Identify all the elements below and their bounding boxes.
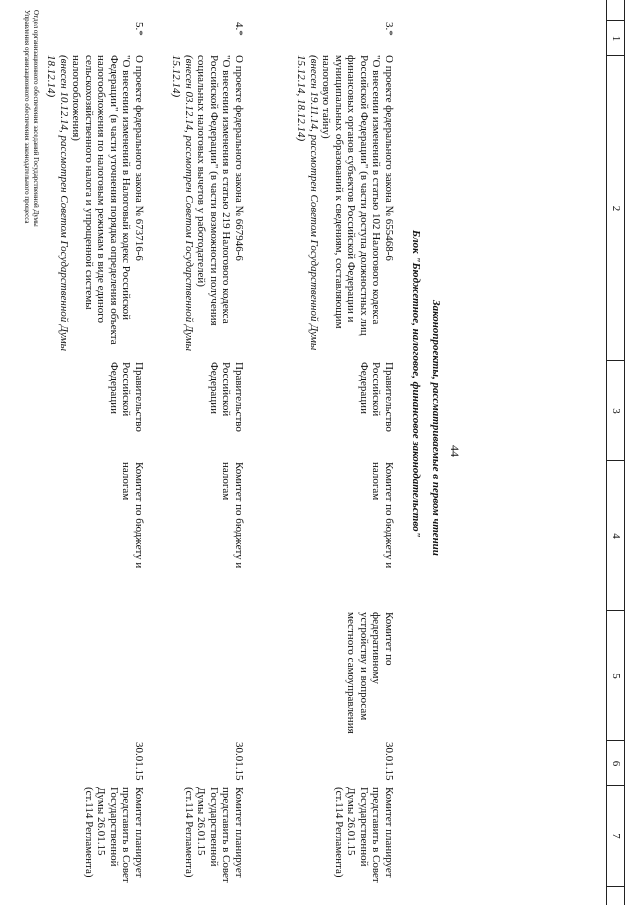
co-committee: Комитет по федеративному устройству и вопросам местного самоуправления bbox=[345, 612, 395, 734]
initiator: Правительство Российской Федерации bbox=[358, 362, 395, 432]
page-number: 44 bbox=[448, 445, 462, 457]
col-num-6: 6 bbox=[607, 740, 625, 786]
bill-title: О проекте федерального закона № 667946-6 bbox=[233, 55, 245, 261]
date: 30.01.15 bbox=[133, 742, 145, 781]
section-title: Законопроекты, рассматриваемые в первом чтении bbox=[430, 300, 442, 556]
bill-note: (внесен 19.11.14, рассмотрен Советом Государственной Думы 15.12.14, 18.12.14) bbox=[295, 55, 320, 351]
initiator: Правительство Российской Федерации bbox=[108, 362, 145, 432]
col-num-5: 5 bbox=[607, 610, 625, 741]
bill-title: О проекте федерального закона № 673716-6 bbox=[133, 55, 145, 261]
bill-note: (внесен 03.12.14, рассмотрен Советом Государственной Думы 15.12.14) bbox=[170, 55, 195, 352]
column-number-row bbox=[605, 0, 625, 905]
bill-title: О проекте федерального закона № 655468-6 bbox=[383, 55, 395, 261]
plan: Комитет планирует представить в Совет Государственной Думы 26.01.15 (ст.114 Регламента) bbox=[83, 787, 145, 883]
block-title: Блок "Бюджетное, налоговое, финансовое законодательство" bbox=[410, 230, 422, 538]
col-num-1: 1 bbox=[607, 20, 625, 56]
bill-cell bbox=[170, 55, 245, 355]
col-num-7: 7 bbox=[607, 785, 625, 887]
footer bbox=[22, 10, 40, 227]
bill-description: "О внесении изменений в статью 102 Налогового кодекса Российской Федерации" (в части доступа должностных лиц финансовых органов субъектов Российской Федерации и муниципальных образований к сведениям, составляющим налоговую тайну) bbox=[320, 55, 383, 336]
date: 30.01.15 bbox=[233, 742, 245, 781]
committee: Комитет по бюджету и налогам bbox=[370, 462, 395, 569]
bill-cell bbox=[45, 55, 145, 355]
col-num-4: 4 bbox=[607, 460, 625, 611]
bill-note: (внесен 10.12.14, рассмотрен Советом Государственной Думы 18.12.14) bbox=[45, 55, 70, 352]
footer-line-2: Управления организационного обеспечения законодательного процесса bbox=[23, 10, 31, 224]
row-number: 5.* bbox=[133, 22, 145, 36]
bill-description: "О внесении изменения в статью 219 Налогового кодекса Российской Федерации" (в части возможности получения социальных налоговых вычетов у работодателей) bbox=[195, 55, 233, 326]
row-number: 4.* bbox=[233, 22, 245, 36]
date: 30.01.15 bbox=[383, 742, 395, 781]
bill-cell bbox=[295, 55, 395, 355]
plan: Комитет планирует представить в Совет Государственной Думы 26.01.15 (ст.114 Регламента) bbox=[183, 787, 245, 883]
bill-description: "О внесении изменений в Налоговый кодекс Российской Федерации" (в части уточнения порядка определения объекта налогообложения по налоговым режимам в виде единого сельскохозяйственного налога и упрощенной системы налогообложения) bbox=[70, 55, 133, 345]
committee: Комитет по бюджету и налогам bbox=[220, 462, 245, 569]
plan: Комитет планирует представить в Совет Государственной Думы 26.01.15 (ст.114 Регламента) bbox=[333, 787, 395, 883]
col-num-2: 2 bbox=[607, 55, 625, 361]
committee: Комитет по бюджету и налогам bbox=[120, 462, 145, 569]
col-num-3: 3 bbox=[607, 360, 625, 461]
row-number: 3.* bbox=[383, 22, 395, 36]
initiator: Правительство Российской Федерации bbox=[208, 362, 245, 432]
footer-line-1: Отдел организационного обеспечения заседаний Государственной Думы bbox=[32, 10, 40, 227]
